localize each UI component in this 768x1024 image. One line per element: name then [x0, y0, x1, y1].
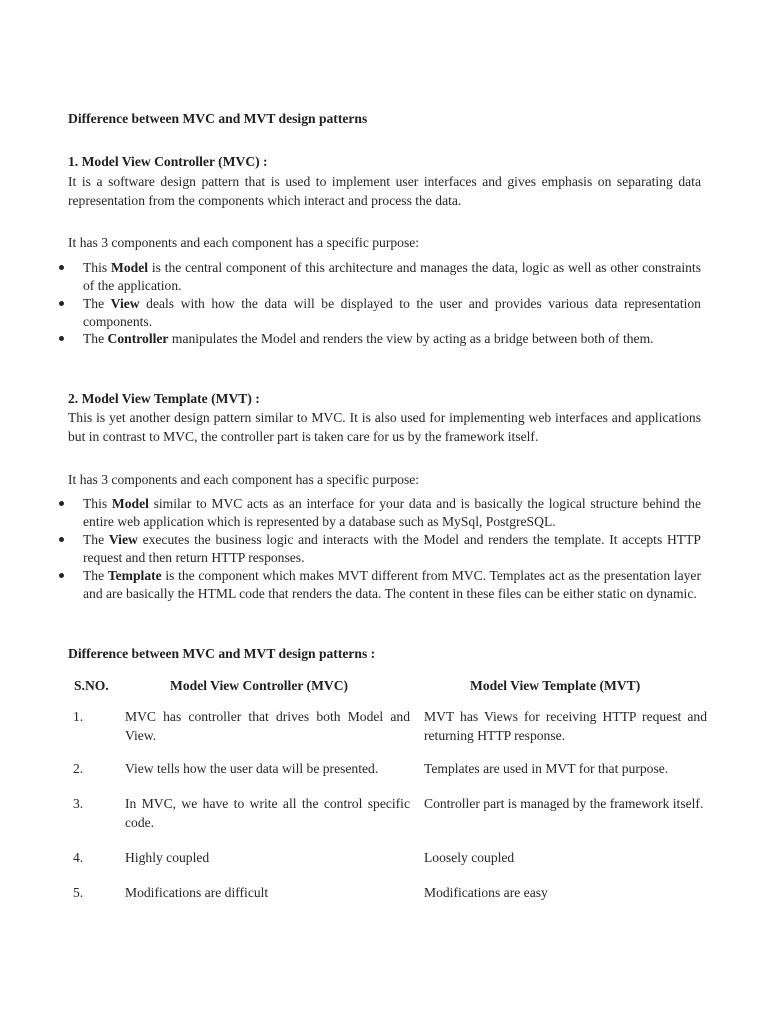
cell-sno: 1.	[73, 709, 84, 724]
cell-sno: 2.	[73, 761, 84, 776]
list-item-text	[83, 567, 701, 603]
item-prefix: The	[83, 568, 108, 583]
item-term: Model	[111, 496, 149, 511]
cell-sno: 4.	[73, 850, 84, 865]
mvc-section-heading: 1. Model View Controller (MVC) :	[68, 154, 268, 169]
bullet-icon	[59, 501, 64, 506]
list-item-text	[83, 495, 701, 531]
list-item-text	[83, 295, 701, 331]
cell-mvt: MVT has Views for receiving HTTP request and returning HTTP response.	[424, 709, 707, 743]
item-text: executes the business logic and interacts with the Model and renders the template. It accepts HTTP request and then return HTTP responses.	[83, 532, 701, 565]
item-term: Model	[111, 260, 148, 275]
item-term: Template	[107, 568, 162, 583]
column-header-sno: S.NO.	[74, 678, 109, 693]
item-text: deals with how the data will be displayed to the user and provides various data representation components.	[83, 296, 701, 329]
item-prefix: The	[83, 331, 108, 346]
mvt-section-heading: 2. Model View Template (MVT) :	[68, 391, 260, 406]
cell-mvc: View tells how the user data will be presented.	[125, 761, 379, 776]
item-term: View	[108, 532, 138, 547]
item-prefix: This	[83, 260, 111, 275]
bullet-icon	[59, 537, 64, 542]
comparison-heading: Difference between MVC and MVT design patterns :	[68, 646, 376, 661]
mvc-description: It is a software design pattern that is used to implement user interfaces and gives emphasis on separating data representation from the components which interact and process the data.	[68, 174, 701, 208]
bullet-icon	[59, 573, 64, 578]
cell-mvt: Loosely coupled	[424, 850, 515, 865]
cell-mvc: Modifications are difficult	[125, 885, 269, 900]
mvc-components-intro: It has 3 components and each component has a specific purpose:	[68, 235, 420, 250]
item-prefix: This	[83, 496, 112, 511]
cell-mvc: MVC has controller that drives both Model and View.	[125, 709, 410, 743]
bullet-icon	[59, 336, 64, 341]
cell-mvt: Controller part is managed by the framework itself.	[424, 796, 704, 811]
item-text: is the central component of this architecture and manages the data, logic as well as other constraints of the application.	[83, 260, 701, 293]
cell-mvt: Modifications are easy	[424, 885, 548, 900]
cell-mvc: In MVC, we have to write all the control specific code.	[125, 796, 410, 830]
item-term: View	[110, 296, 140, 311]
bullet-icon	[59, 301, 64, 306]
list-item-text	[83, 330, 701, 348]
item-prefix: The	[83, 296, 111, 311]
bullet-icon	[59, 265, 64, 270]
cell-sno: 3.	[73, 796, 84, 811]
item-term: Controller	[107, 331, 169, 346]
mvt-components-intro: It has 3 components and each component has a specific purpose:	[68, 472, 420, 487]
cell-mvt: Templates are used in MVT for that purpose.	[424, 761, 669, 776]
cell-mvc: Highly coupled	[125, 850, 210, 865]
item-prefix: The	[83, 532, 109, 547]
item-text: manipulates the Model and renders the view by acting as a bridge between both of them.	[168, 331, 654, 346]
item-text: is the component which makes MVT different from MVC. Templates act as the presentation layer and are basically the HTML code that renders the data. The content in these files can be either static on dynamic.	[83, 568, 701, 601]
list-item-text	[83, 531, 701, 567]
mvt-description: This is yet another design pattern similar to MVC. It is also used for implementing web interfaces and applications but in contrast to MVC, the controller part is taken care for us by the framework itself.	[68, 410, 701, 444]
column-header-mvt: Model View Template (MVT)	[470, 678, 641, 693]
column-header-mvc: Model View Controller (MVC)	[170, 678, 349, 693]
item-text: similar to MVC acts as an interface for your data and is basically the logical structure behind the entire web application which is represented by a database such as MySql, PostgreSQL.	[83, 496, 701, 529]
list-item-text	[83, 259, 701, 295]
cell-sno: 5.	[73, 885, 84, 900]
document-title: Difference between MVC and MVT design patterns	[68, 111, 368, 126]
